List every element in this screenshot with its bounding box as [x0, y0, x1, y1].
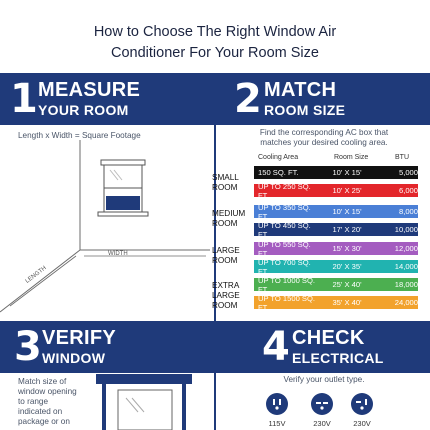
step3-text: [18, 377, 77, 427]
width-label: WIDTH: [108, 251, 128, 257]
size-row-area: UP TO 350 SQ. FT.: [258, 202, 311, 221]
room-label-small-line2: ROOM: [212, 183, 238, 192]
step4-subheading: ELECTRICAL: [292, 350, 384, 366]
outlet-230v-alt-icon: [351, 393, 373, 415]
room-label-medium-line2: ROOM: [212, 219, 238, 228]
size-row-size: 17' X 20': [332, 225, 362, 234]
step2-instruction-line1: Find the corresponding AC box that: [259, 128, 389, 137]
size-row-area: UP TO 250 SQ. FT.: [258, 181, 311, 200]
size-row-btu: 6,000: [398, 186, 418, 195]
step2-number: 2: [234, 76, 262, 122]
room-label-medium: [212, 209, 245, 229]
size-row-btu: 10,000: [394, 225, 418, 234]
vertical-divider-bottom: [214, 321, 216, 430]
room-label-xl-line1: EXTRA: [212, 281, 240, 290]
length-label: LENGTH: [24, 265, 48, 285]
step2-heading: MATCH: [264, 79, 337, 101]
room-label-medium-line1: MEDIUM: [212, 209, 246, 218]
room-label-large-line1: LARGE: [212, 246, 240, 255]
step3-subheading: WINDOW: [42, 350, 106, 366]
outlet-voltage-2: 230V: [313, 419, 331, 428]
size-row: [254, 202, 418, 221]
step4-instruction: Verify your outlet type.: [283, 375, 365, 384]
step3-heading: VERIFY: [42, 327, 117, 349]
size-row-area: UP TO 1000 SQ. FT.: [258, 275, 315, 294]
room-label-large-line2: ROOM: [212, 256, 238, 265]
size-row-size: 10' X 15': [332, 207, 362, 216]
size-row-btu: 8,000: [398, 207, 418, 216]
step2-subheading: ROOM SIZE: [264, 102, 346, 118]
outlet-230v-icon: [311, 393, 333, 415]
step3-text-line1: Match size of: [18, 377, 67, 386]
step2-instruction: [222, 128, 426, 148]
size-row: [254, 239, 418, 258]
step3-number: 3: [14, 324, 42, 370]
window-frame-top: [96, 374, 192, 384]
outlet-voltage-1: 115V: [268, 419, 286, 428]
size-row-area: UP TO 1500 SQ. FT.: [258, 293, 315, 312]
room-label-small-line1: SMALL: [212, 173, 239, 182]
step3-text-line3: to range: [18, 397, 49, 406]
room-label-xl-line2: LARGE: [212, 291, 240, 300]
room-label-small: [212, 173, 239, 193]
room-label-xl-line3: ROOM: [212, 301, 238, 310]
step3-text-line5: package or on: [18, 417, 70, 426]
room-illustration: [0, 140, 212, 320]
size-row-size: 25' X 40': [332, 280, 362, 289]
title-line-2: Conditioner For Your Room Size: [111, 45, 319, 61]
column-header-btu: BTU: [395, 154, 409, 161]
size-row-area: 150 SQ. FT.: [258, 168, 299, 177]
outlet-115v-icon: [266, 393, 288, 415]
room-label-extra-large: [212, 281, 240, 311]
size-row-area: UP TO 450 SQ. FT.: [258, 220, 311, 239]
step3-text-line4: indicated on: [18, 407, 63, 416]
outlet-voltage-3: 230V: [353, 419, 371, 428]
window-unit: [98, 160, 148, 216]
step4-number: 4: [262, 324, 290, 370]
size-row-size: 10' X 15': [332, 168, 362, 177]
size-row-area: UP TO 700 SQ. FT.: [258, 257, 311, 276]
step1-subheading: YOUR ROOM: [38, 102, 129, 118]
room-label-large: [212, 246, 240, 266]
size-row-size: 10' X 25': [332, 186, 362, 195]
window-frame-right: [182, 384, 186, 430]
size-row-btu: 18,000: [394, 280, 418, 289]
size-row-btu: 12,000: [394, 244, 418, 253]
size-row: [254, 293, 418, 312]
step4-heading: CHECK: [292, 327, 365, 349]
size-row: [254, 275, 418, 294]
column-header-size: Room Size: [334, 154, 369, 161]
step2-instruction-line2: matches your desired cooling area.: [260, 138, 388, 147]
size-row-btu: 5,000: [398, 168, 418, 177]
size-row: [254, 166, 418, 179]
step3-text-line2: window opening: [18, 387, 77, 396]
size-row-size: 15' X 30': [332, 244, 362, 253]
size-row-area: UP TO 550 SQ. FT.: [258, 239, 311, 258]
step1-number: 1: [10, 76, 38, 122]
title-line-1: How to Choose The Right Window Air: [93, 24, 337, 40]
column-header-area: Cooling Area: [258, 154, 299, 161]
step1-heading: MEASURE: [38, 79, 141, 101]
window-frame-left: [102, 384, 106, 430]
size-row: [254, 220, 418, 239]
page-title: [0, 22, 430, 64]
window-frame-illustration: [96, 374, 196, 430]
size-row-size: 35' X 40': [332, 298, 362, 307]
size-row: [254, 257, 418, 276]
window-sash: [118, 390, 172, 430]
size-row-btu: 24,000: [394, 298, 418, 307]
step1-formula: Length x Width = Square Footage: [18, 131, 141, 140]
size-row: [254, 181, 418, 200]
size-row-btu: 14,000: [394, 262, 418, 271]
size-row-size: 20' X 35': [332, 262, 362, 271]
